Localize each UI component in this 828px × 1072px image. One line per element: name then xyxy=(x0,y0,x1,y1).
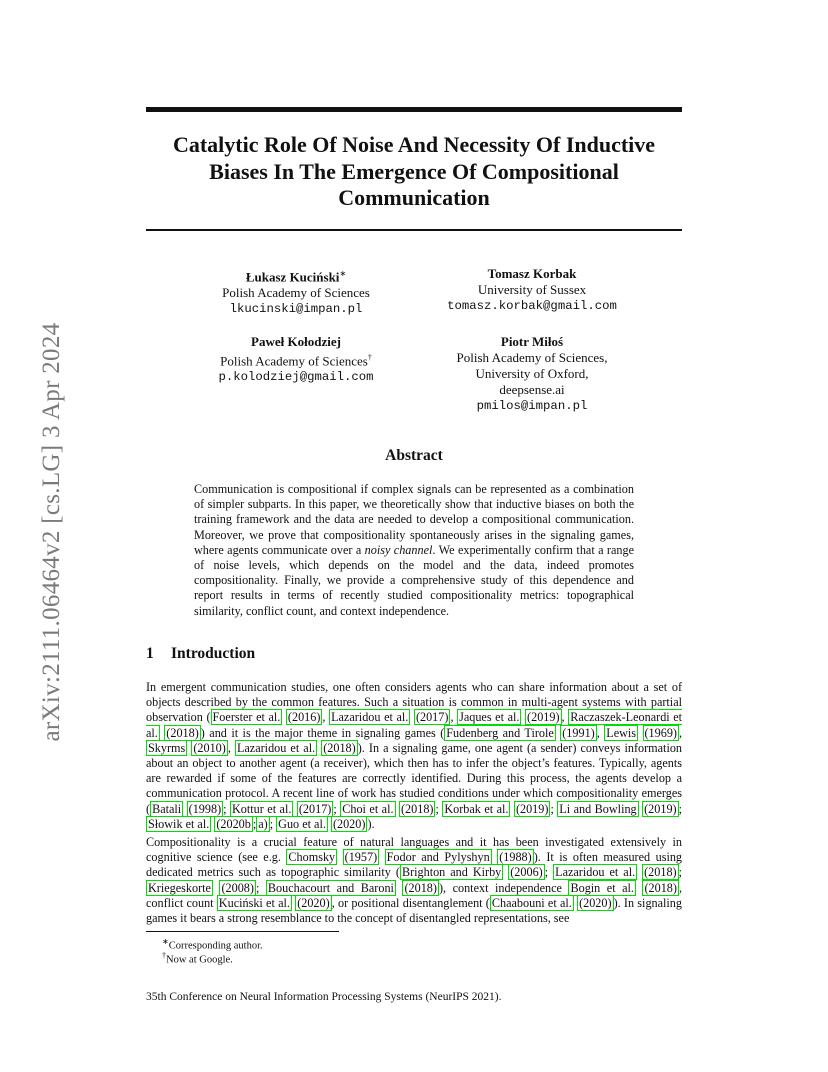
author-affiliation: deepsense.ai xyxy=(499,382,565,397)
footnote-mark: † xyxy=(367,353,372,362)
author-name: Paweł Kołodziej xyxy=(251,334,341,349)
author-name: Tomasz Korbak xyxy=(487,266,577,281)
paper-title: Catalytic Role Of Noise And Necessity Of Inductive Biases In The Emergence Of Compositional Communication xyxy=(172,132,656,210)
author-affiliation: University of Sussex xyxy=(477,282,587,297)
section-heading: 1 Introduction xyxy=(146,645,256,662)
author-affiliation: Polish Academy of Sciences xyxy=(220,353,368,369)
intro-paragraph-2: Compositionality is a crucial feature of natural languages and it has been investigated extensively in cognitive science (see e.g. Chomsky (1957) Fodor and Pylyshyn (1988) ). It is often measured using dedicated metrics such as topographic similarity ( Brighton and Kirby (2006) ; Lazaridou et al. (2018) ; Kriegeskorte (2008) ; Bouchacourt and Baroni (2018) ), context independence Bogin et al. (2018) , conflict count Kuciński et al. (2020) , or positional disentanglement ( Chaabouni et al. (2020) ). In signaling games it bears a strong resemblance to the concept of disentangled representations, see xyxy=(146,835,683,926)
venue-footer: 35th Conference on Neural Information Processing Systems (NeurIPS 2021). xyxy=(146,991,502,1003)
author-email[interactable]: lkucinski@impan.pl xyxy=(229,302,363,317)
footnote-rule xyxy=(146,931,339,932)
footnote-2: †Now at Google. xyxy=(162,951,233,966)
author-block-kolodziej xyxy=(196,334,396,385)
footnote-1: ∗Corresponding author. xyxy=(162,937,263,952)
footnote-mark: ∗ xyxy=(339,269,347,278)
author-block-korbak xyxy=(424,266,640,314)
author-block-kucinski xyxy=(196,266,396,317)
title-bottom-rule xyxy=(146,229,682,231)
author-affiliation: Polish Academy of Sciences, xyxy=(456,350,608,365)
arxiv-identifier: arXiv:2111.06464v2 [cs.LG] 3 Apr 2024 xyxy=(38,322,65,742)
author-email[interactable]: pmilos@impan.pl xyxy=(476,399,588,413)
author-email[interactable]: tomasz.korbak@gmail.com xyxy=(447,299,617,313)
author-name: Piotr Miłoś xyxy=(500,334,564,349)
author-email[interactable]: p.kolodziej@gmail.com xyxy=(218,370,374,385)
author-affiliation: Polish Academy of Sciences xyxy=(222,285,370,301)
author-name: Łukasz Kuciński xyxy=(245,269,340,285)
author-affiliation: University of Oxford, xyxy=(475,366,589,381)
abstract-text: Communication is compositional if complex signals can be represented as a combination of simpler subparts. In this paper, we theoretically show that inductive biases on both the training framework and the data are needed to develop a compositional communication. Moreover, we prove that compositionality spontaneously arises in the signaling games, where agents communicate over a noisy channel. We experimentally confirm that a range of noise levels, which depends on the model and the data, indeed promotes compositionality. Finally, we provide a comprehensive study of this dependence and report results in terms of recently studied compositionality metrics: topographical similarity, conflict count, and context independence. xyxy=(194,482,634,618)
intro-paragraph-1: In emergent communication studies, one often considers agents who can share information about a set of objects described by the common features. Such a situation is common in multi-agent systems with partial observation ( Foerster et al. (2016) , Lazaridou et al. (2017) , Jaques et al. (2019) , Raczaszek-Leonardi et al. (2018) ) and it is the major theme in signaling games ( Fudenberg and Tirole (1991) , Lewis (1969) , Skyrms (2010) , Lazaridou et al. (2018) ). In a signaling game, one agent (a sender) conveys information about an object to another agent (a receiver), which then has to infer the object’s features. Typically, agents are rewarded if some of the features are correctly identified. During this process, the agents develop a communication protocol. A recent line of work has studied conditions under which compositionality emerges ( Batali (1998) ; Kottur et al. (2017) ; Choi et al. (2018) ; Korbak et al. (2019) ; Li and Bowling (2019) ; Słowik et al. (2020b ; a) ; Guo et al. (2020) ). xyxy=(146,680,683,831)
title-top-rule xyxy=(146,107,682,112)
author-block-milos xyxy=(424,334,640,414)
abstract-heading: Abstract xyxy=(385,447,443,464)
